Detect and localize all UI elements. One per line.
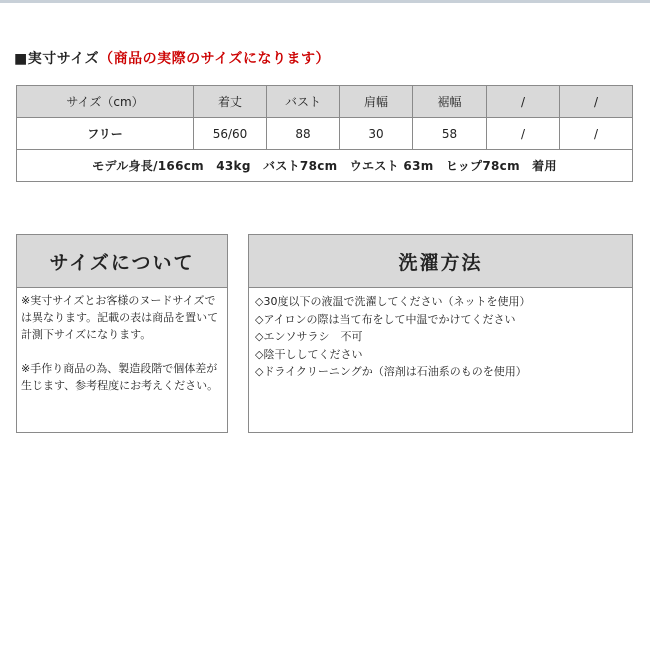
cell-size: フリー	[17, 118, 194, 150]
size-table-header-row	[17, 86, 633, 118]
size-heading	[14, 48, 330, 68]
cell-shoulder: 30	[340, 118, 413, 150]
header-bust: バスト	[267, 86, 340, 118]
model-info-row	[17, 150, 633, 182]
header-empty-1: /	[487, 86, 560, 118]
cell-hem: 58	[413, 118, 487, 150]
cell-empty-1: /	[487, 118, 560, 150]
washing-instructions	[249, 288, 632, 381]
size-info-paragraph-2: ※手作り商品の為、製造段階で個体差が生じます、参考程度にお考えください。	[21, 362, 219, 392]
size-info-title: サイズについて	[17, 235, 227, 288]
header-hem: 裾幅	[413, 86, 487, 118]
washing-title: 洗濯方法	[249, 235, 632, 288]
size-heading-note: （商品の実際のサイズになります）	[99, 51, 330, 67]
washing-line: ◇エンソサラシ 不可	[255, 330, 363, 343]
header-shoulder: 肩幅	[340, 86, 413, 118]
header-length: 着丈	[194, 86, 267, 118]
cell-empty-2: /	[560, 118, 633, 150]
paragraph-spacer	[21, 343, 223, 360]
size-heading-title: ■実寸サイズ	[14, 51, 100, 67]
cell-bust: 88	[267, 118, 340, 150]
cell-length: 56/60	[194, 118, 267, 150]
header-size: サイズ（cm）	[17, 86, 194, 118]
washing-line: ◇陰干ししてください	[255, 347, 363, 361]
table-row	[17, 118, 633, 150]
washing-box	[248, 234, 633, 433]
size-info-body	[17, 288, 227, 394]
model-info: モデル身長/166cm 43kg バスト78cm ウエスト 63m ヒップ78cm 着用	[17, 150, 633, 182]
washing-line: ◇ドライクリーニングか（溶剤は石油系のものを使用）	[255, 365, 527, 378]
top-divider	[0, 0, 650, 3]
size-info-paragraph-1: ※実寸サイズとお客様のヌードサイズでは異なります。記載の表は商品を置いて計測下サイズになります。	[21, 294, 219, 341]
washing-line: ◇アイロンの際は当て布をして中温でかけてください	[255, 312, 516, 326]
header-empty-2: /	[560, 86, 633, 118]
size-info-box	[16, 234, 228, 433]
washing-line: ◇30度以下の液温で洗濯してください（ネットを使用）	[255, 295, 531, 308]
size-table	[16, 85, 633, 182]
